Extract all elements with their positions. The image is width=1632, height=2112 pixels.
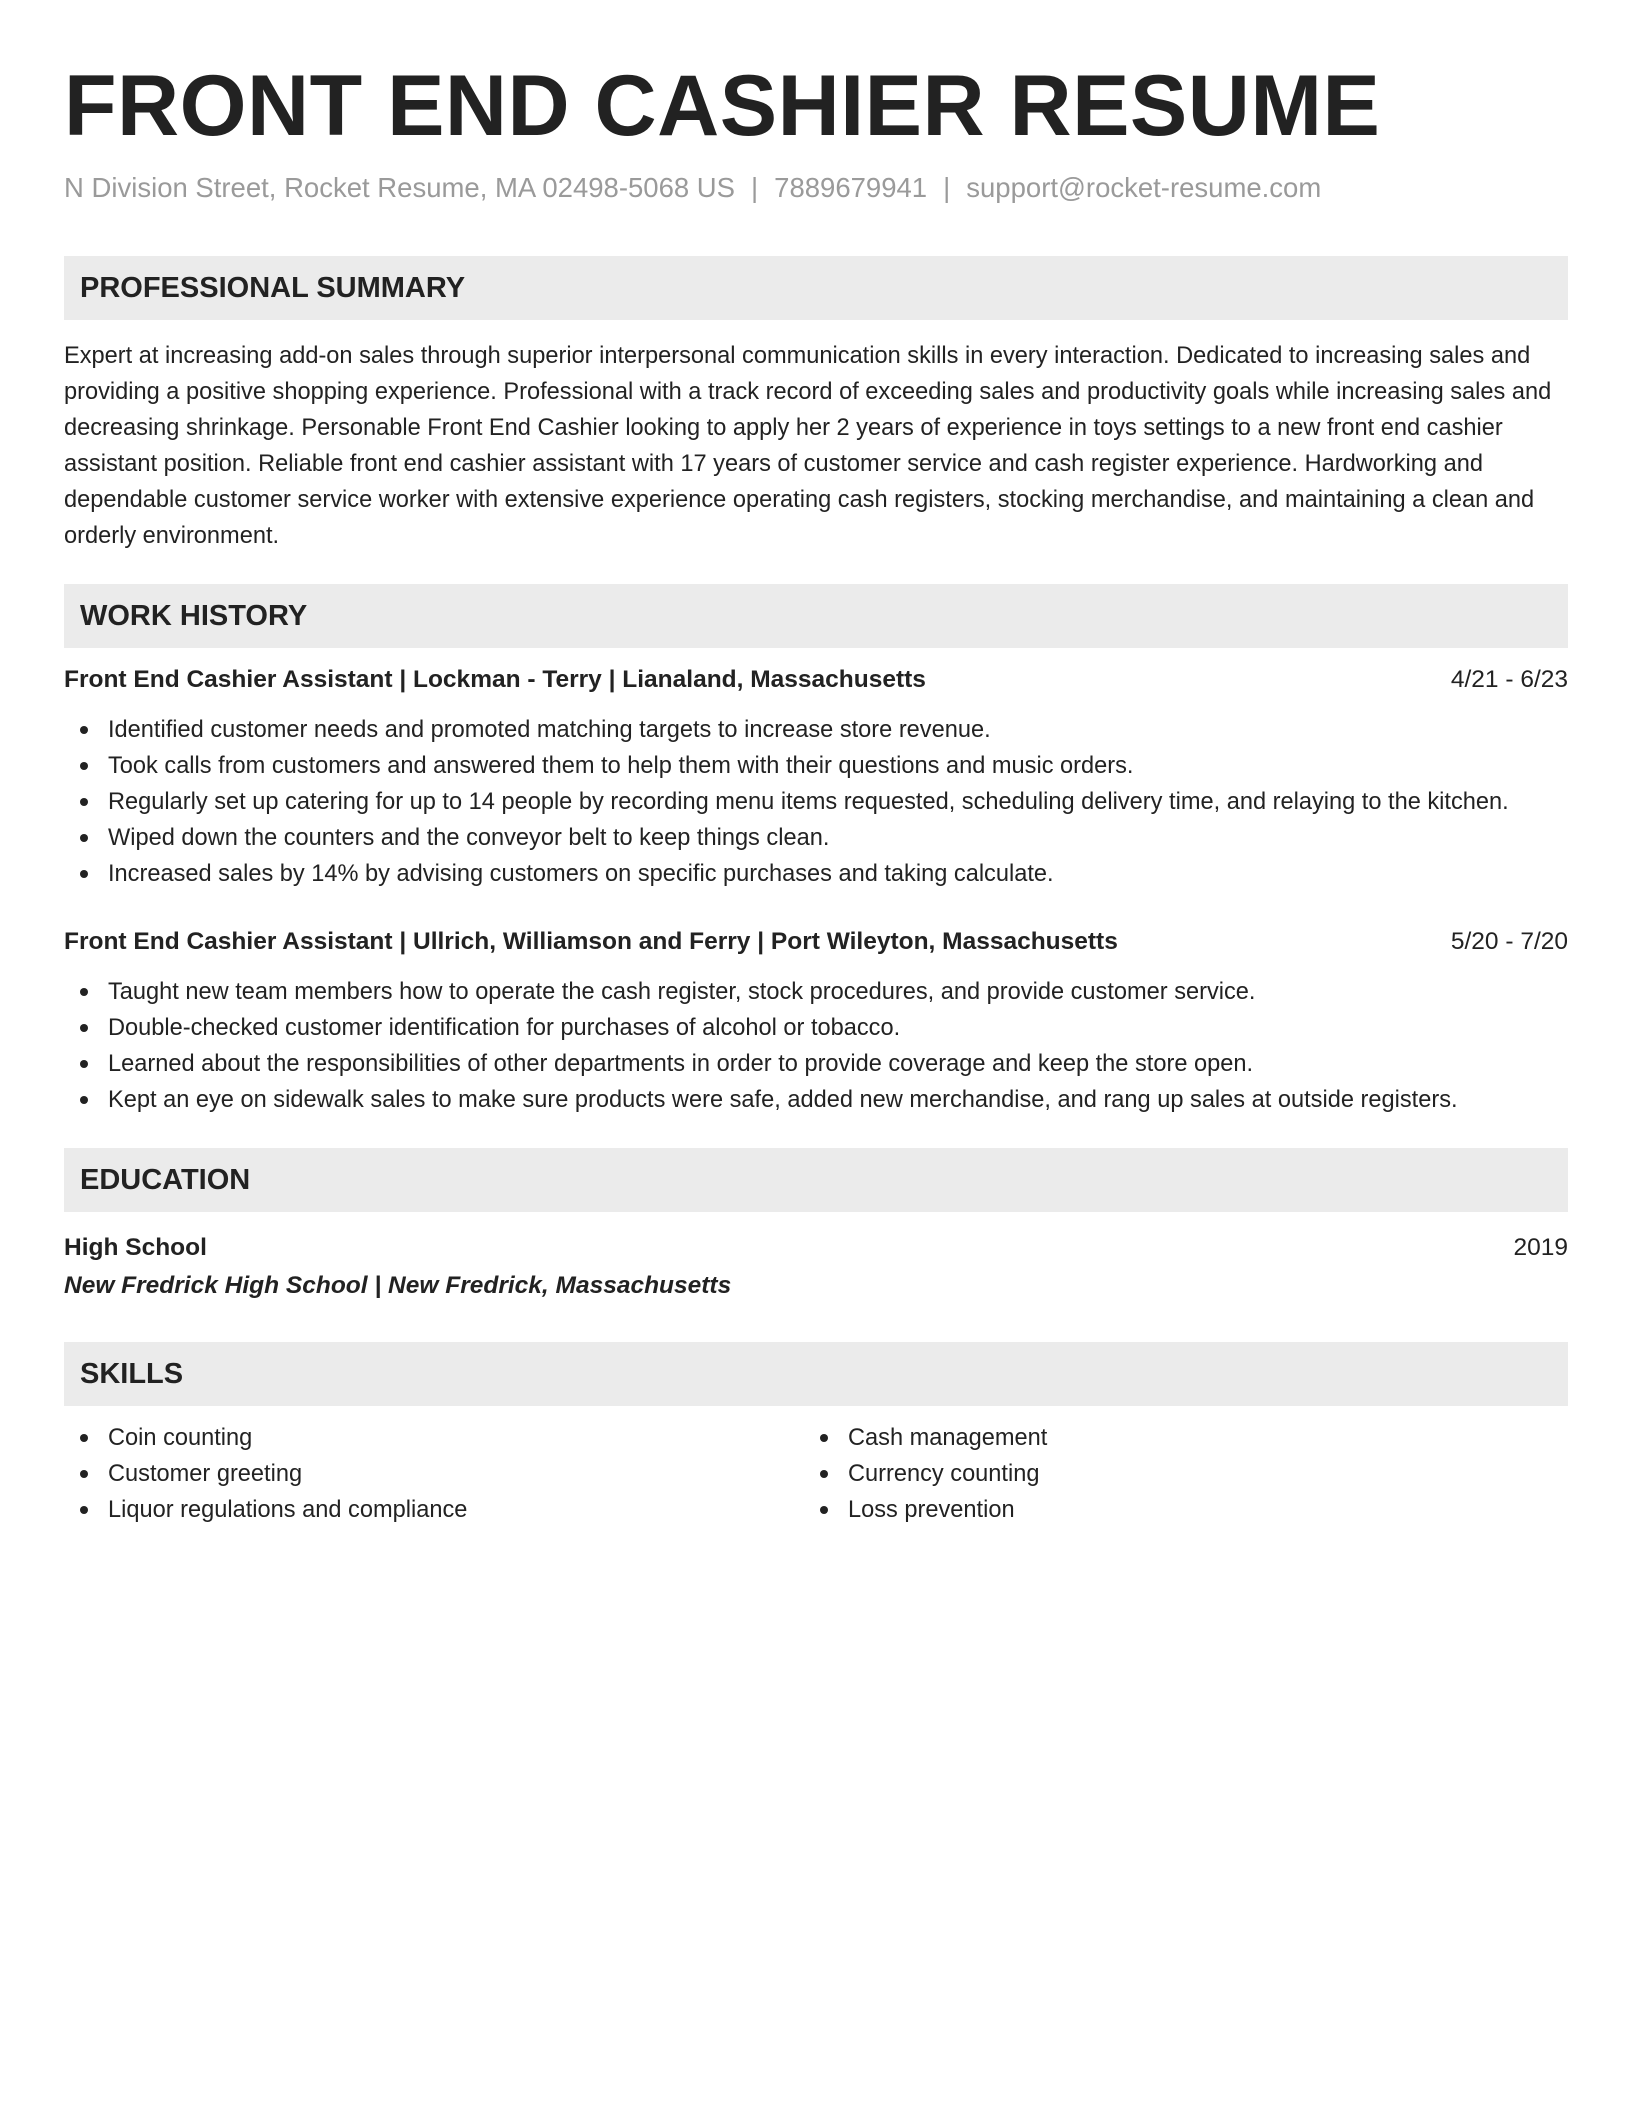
summary-text: Expert at increasing add-on sales through superior interpersonal communication skills in every interaction. Dedicated to increasing sales and providing a positive shopping experience. Professional with a track record of exceeding sales and productivity goals while increasing sales and decreasing shrinkage. Personable Front End Cashier looking to apply her 2 years of experience in toys settings to a new front end cashier assistant position. Reliable front end cashier assistant with 17 years of customer service and cash register experience. Hardworking and dependable customer service worker with extensive experience operating cash registers, stocking merchandise, and maintaining a clean and orderly environment.	[64, 343, 1552, 549]
job-bullet: Wiped down the counters and the conveyor belt to keep things clean.	[64, 820, 1568, 856]
education-header	[64, 1230, 1568, 1266]
job-entry	[64, 924, 1568, 1118]
job-bullet: Taught new team members how to operate the cash register, stock procedures, and provide customer service.	[64, 974, 1568, 1010]
education-degree: High School	[64, 1234, 207, 1261]
job-bullet: Regularly set up catering for up to 14 people by recording menu items requested, scheduling delivery time, and relaying to the kitchen.	[64, 784, 1568, 820]
education-school: New Fredrick High School | New Fredrick, Massachusetts	[64, 1272, 732, 1299]
job-header	[64, 662, 1568, 698]
skills-column-left	[64, 1420, 804, 1528]
job-bullet: Learned about the responsibilities of other departments in order to provide coverage and keep the store open.	[64, 1046, 1568, 1082]
contact-address: N Division Street, Rocket Resume, MA 02498-5068 US	[64, 172, 735, 203]
contact-email: support@rocket-resume.com	[966, 172, 1322, 203]
section-header-education: EDUCATION	[64, 1148, 1568, 1212]
skill-item: Loss prevention	[804, 1492, 1544, 1528]
job-title: Front End Cashier Assistant | Lockman - Terry | Lianaland, Massachusetts	[64, 666, 926, 693]
job-dates: 5/20 - 7/20	[1450, 928, 1568, 955]
contact-phone: 7889679941	[774, 172, 928, 203]
skills-column-right	[804, 1420, 1544, 1528]
job-bullets	[64, 712, 1568, 892]
resume-title: FRONT END CASHIER RESUME	[64, 58, 1381, 154]
contact-separator: |	[943, 172, 951, 203]
skill-item: Liquor regulations and compliance	[64, 1492, 804, 1528]
skill-item: Cash management	[804, 1420, 1544, 1456]
contact-separator: |	[751, 172, 759, 203]
job-bullet: Kept an eye on sidewalk sales to make sure products were safe, added new merchandise, and rang up sales at outside registers.	[64, 1082, 1568, 1118]
skill-item: Customer greeting	[64, 1456, 804, 1492]
job-bullet: Identified customer needs and promoted matching targets to increase store revenue.	[64, 712, 1568, 748]
job-dates: 4/21 - 6/23	[1450, 666, 1568, 693]
job-title: Front End Cashier Assistant | Ullrich, Williamson and Ferry | Port Wileyton, Massachusetts	[64, 928, 1118, 955]
contact-line	[64, 170, 1568, 206]
job-bullet: Increased sales by 14% by advising customers on specific purchases and taking calculate.	[64, 856, 1568, 892]
section-header-skills: SKILLS	[64, 1342, 1568, 1406]
education-year: 2019	[1513, 1234, 1568, 1261]
section-header-summary: PROFESSIONAL SUMMARY	[64, 256, 1568, 320]
job-bullets	[64, 974, 1568, 1118]
section-header-work-history: WORK HISTORY	[64, 584, 1568, 648]
job-entry	[64, 662, 1568, 892]
skill-item: Coin counting	[64, 1420, 804, 1456]
skills-grid	[64, 1420, 1568, 1528]
job-bullet: Took calls from customers and answered them to help them with their questions and music orders.	[64, 748, 1568, 784]
skill-item: Currency counting	[804, 1456, 1544, 1492]
education-entry	[64, 1230, 1568, 1306]
job-header	[64, 924, 1568, 960]
job-bullet: Double-checked customer identification for purchases of alcohol or tobacco.	[64, 1010, 1568, 1046]
